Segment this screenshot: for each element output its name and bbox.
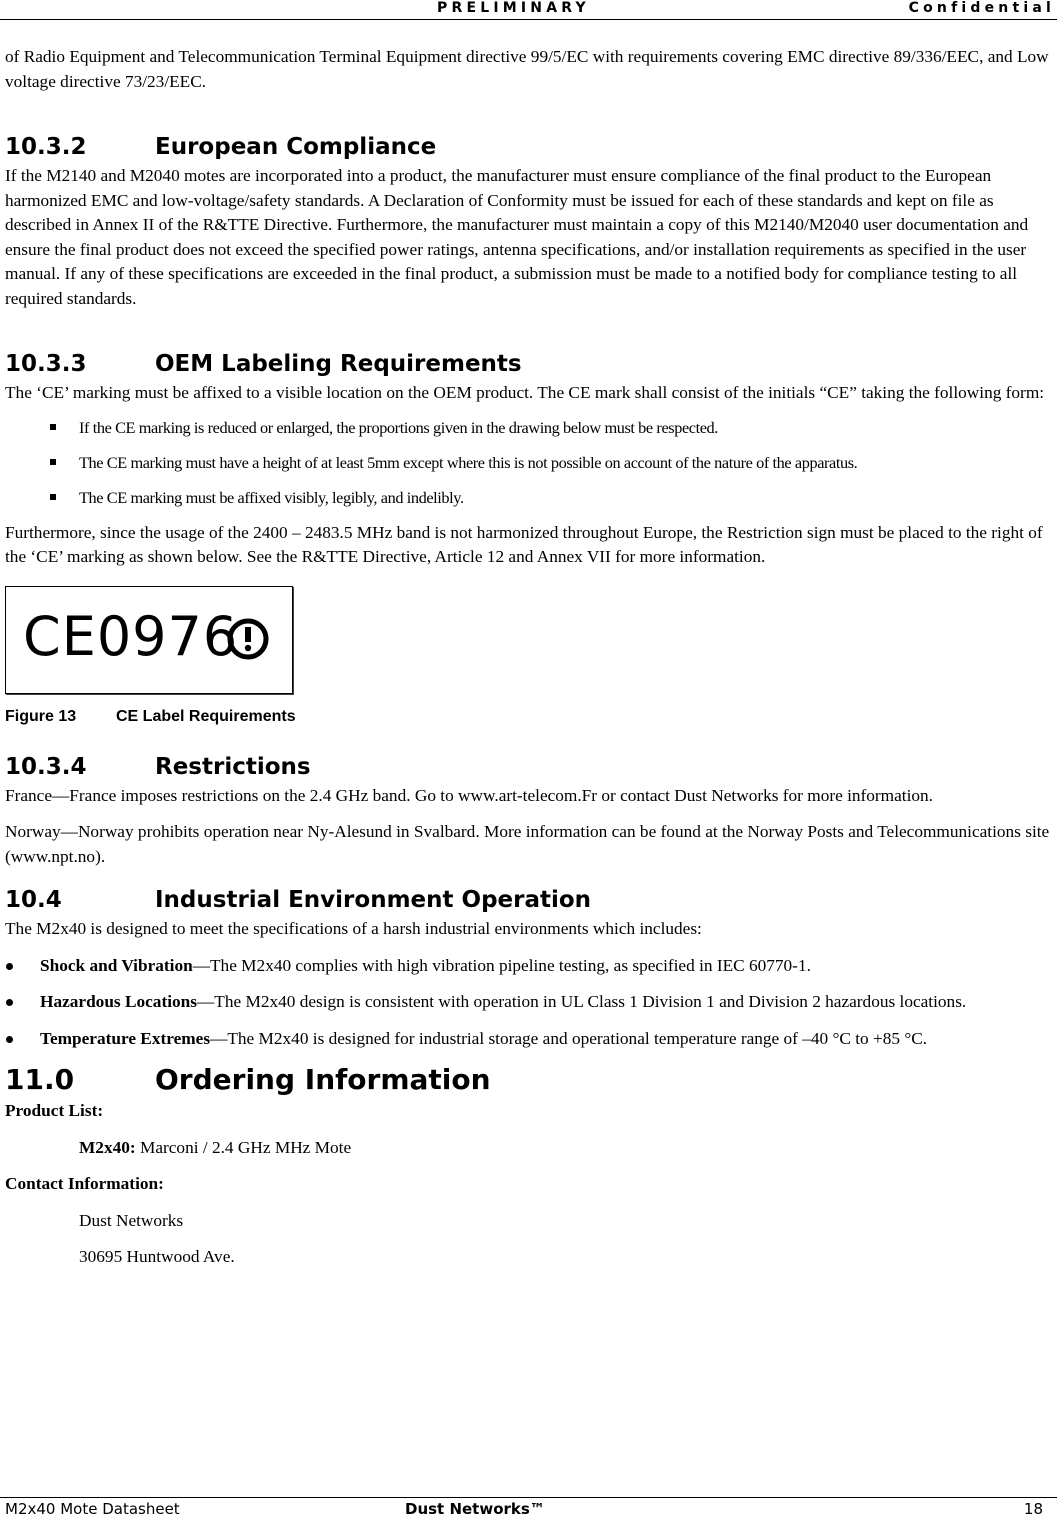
header-preliminary: PRELIMINARY — [437, 0, 590, 16]
list-item: Shock and Vibration—The M2x40 complies with high vibration pipeline testing, as specified in IEC 60770-1. — [5, 954, 1053, 979]
european-compliance-body: If the M2140 and M2040 motes are incorporated into a product, the manufacturer must ensure compliance of the final product to the European harmonized EMC and low-voltage/safety standards. A Declaration of Conformity must be issued for each of these standards and kept on file as described in Annex II of the R&TTE Directive. Furthermore, the manufacturer must maintain a copy of this M2140/M2040 user documentation and ensure the final product does not exceed the specified power ratings, antenna specifications, and/or installation requirements as specified in the user manual. If any of these specifications are exceeded in the final product, a submission must be made to a notified body for compliance testing to all required standards. — [5, 166, 1029, 308]
footer-company: Dust Networks™ — [405, 1500, 545, 1518]
bullet-icon — [6, 963, 13, 970]
section-number: 10.3.3 — [5, 351, 87, 377]
oem-labeling-body: The ‘CE’ marking must be affixed to a visible location on the OEM product. The CE mark shall consist of the initials “CE” taking the following form: — [5, 383, 1045, 402]
section-number: 10.3.2 — [5, 134, 87, 160]
heading-10-3-2 — [5, 134, 1053, 164]
figure-caption — [5, 708, 1053, 730]
product-entry: M2x40: Marconi / 2.4 GHz MHz Mote — [79, 1137, 352, 1157]
product-list-label: Product List: — [5, 1101, 104, 1120]
square-bullet-icon — [50, 459, 56, 465]
list-item: Hazardous Locations—The M2x40 design is consistent with operation in UL Class 1 Division 1 and Division 2 hazardous locations. — [5, 990, 1053, 1015]
section-number: 10.3.4 — [5, 753, 87, 780]
intro-paragraph: of Radio Equipment and Telecommunication Terminal Equipment directive 99/5/EC with requirements covering EMC directive 89/336/EEC, and Low voltage directive 73/23/EEC. — [5, 47, 1049, 91]
figure-label: Figure 13 — [5, 707, 77, 725]
contact-address: 30695 Huntwood Ave. — [79, 1247, 235, 1266]
industrial-specs-list — [5, 954, 1053, 1052]
square-bullet-icon — [50, 494, 56, 500]
ce-marking-rules-list — [5, 416, 1053, 509]
bullet-icon — [6, 1036, 13, 1043]
section-title: OEM Labeling Requirements — [155, 351, 522, 377]
ce-label-image — [5, 586, 293, 694]
contact-company: Dust Networks — [79, 1210, 184, 1230]
list-item: If the CE marking is reduced or enlarged, the proportions given in the drawing below must be respected. — [5, 416, 1053, 439]
section-number: 11.0 — [5, 1063, 75, 1096]
contact-label: Contact Information: — [5, 1174, 164, 1193]
heading-10-4 — [5, 887, 1053, 917]
ce-mark-number: CE0976 — [23, 604, 239, 668]
header-confidential: Confidential — [908, 0, 1055, 16]
list-item: The CE marking must be affixed visibly, legibly, and indelibly. — [5, 486, 1053, 509]
restriction-alert-icon — [226, 617, 270, 661]
industrial-body: The M2x40 is designed to meet the specifications of a harsh industrial environments which includes: — [5, 919, 702, 938]
section-title: European Compliance — [155, 134, 437, 160]
heading-10-3-3 — [5, 351, 1053, 381]
section-title: Ordering Information — [155, 1063, 491, 1096]
bullet-icon — [6, 999, 13, 1006]
france-restriction: France—France imposes restrictions on the 2.4 GHz band. Go to www.art-telecom.Fr or contact Dust Networks for more information. — [5, 785, 933, 805]
list-item: The CE marking must have a height of at least 5mm except where this is not possible on account of the nature of the apparatus. — [5, 451, 1053, 474]
section-number: 10.4 — [5, 887, 62, 913]
page-header — [0, 0, 1057, 20]
page-number: 18 — [1023, 1500, 1043, 1518]
page-footer — [0, 1497, 1057, 1518]
section-title: Restrictions — [155, 753, 311, 780]
square-bullet-icon — [50, 424, 56, 430]
restriction-sign-paragraph: Furthermore, since the usage of the 2400 – 2483.5 MHz band is not harmonized throughout Europe, the Restriction sign must be placed to the right of the ‘CE’ marking as shown below. See the R&TTE Directive, Article 12 and Annex VII for more information. — [5, 522, 1043, 566]
footer-doc-title: M2x40 Mote Datasheet — [5, 1500, 180, 1518]
heading-11-0 — [5, 1063, 1053, 1099]
heading-10-3-4 — [5, 754, 1053, 784]
norway-restriction: Norway—Norway prohibits operation near Ny-Alesund in Svalbard. More information can be found at the Norway Posts and Telecommunications site (www.npt.no). — [5, 822, 1050, 866]
list-item: Temperature Extremes—The M2x40 is designed for industrial storage and operational temperature range of –40 °C to +85 °C. — [5, 1027, 1053, 1052]
page-content — [5, 45, 1053, 1270]
section-title: Industrial Environment Operation — [155, 887, 592, 913]
figure-title: CE Label Requirements — [116, 707, 296, 725]
